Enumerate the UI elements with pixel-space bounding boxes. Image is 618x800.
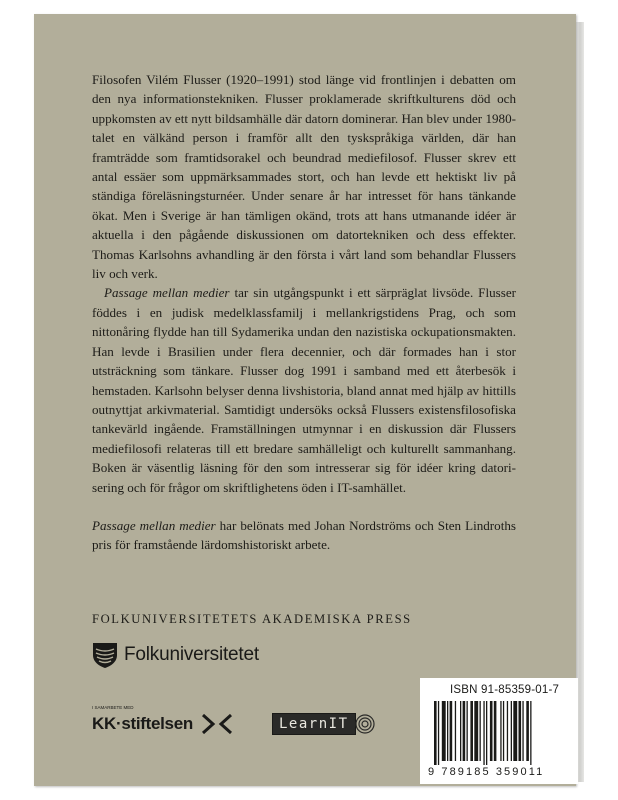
publisher-name: FOLKUNIVERSITETETS AKADEMISKA PRESS bbox=[92, 612, 412, 626]
barcode-bar bbox=[442, 701, 446, 761]
barcode-panel bbox=[420, 678, 578, 784]
book-title-italic: Passage mellan medier bbox=[92, 517, 216, 533]
barcode-bar bbox=[463, 701, 466, 761]
barcode-digits: 9 789185 359011 bbox=[428, 766, 545, 778]
barcode-bar bbox=[438, 701, 439, 765]
barcode-bar bbox=[486, 701, 487, 765]
barcode-bar bbox=[470, 701, 473, 761]
barcode-bar bbox=[522, 701, 523, 761]
barcode-bar bbox=[474, 701, 478, 761]
barcode-bar bbox=[494, 701, 497, 761]
barcode-bar bbox=[519, 701, 522, 761]
barcode-bar bbox=[450, 701, 453, 761]
blurb-paragraph-2 bbox=[92, 283, 516, 496]
barcode-bar bbox=[447, 701, 448, 761]
book-title-italic: Passage mellan medier bbox=[104, 285, 230, 301]
learnit-wordmark: LearnIT bbox=[272, 713, 356, 735]
blurb bbox=[92, 70, 516, 555]
barcode-bar bbox=[483, 701, 484, 765]
blurb-paragraph-3-text: har belönats med Johan Nordströms och Sten Lindroths pris för framstående lärdomshistoriskt arbete. bbox=[92, 517, 516, 553]
folkuniversitetet-wordmark: Folkuniversitetet bbox=[124, 644, 259, 665]
barcode-bar bbox=[490, 701, 493, 761]
blurb-paragraph-2-text: tar sin utgångspunkt i ett särpräglat livsöde. Flusser föddes i en judisk medelklassfamilj i mellankrigstidens Prag, och som nittonåring flydde han till Sydamerika undan den nazistiska ockupationsmakten. Han levde i Brasilien under flera decennier, och där formades han i stor utsträckning som tänkare. Flusser dog 1991 i samband med ett återbesök i hemstaden. Karlsohn belyser denna livshistoria, bland annat med hjälp av hittills outnyttjat arkivmaterial. Samtidigt undersöks också Flussers existensfilosofiska tankevärld ingående. Framställningen utmynnar i en diskussion där Flussers mediefilosofi relateras till ett bredare samhälleligt och kulturellt sammanhang. Boken är väsentlig läsning för den som intresserar sig för idéer kring datorisering och för frågor om skriftlighetens öden i IT-samhället. bbox=[92, 285, 517, 495]
barcode-bar bbox=[434, 701, 437, 765]
shield-icon bbox=[92, 641, 118, 669]
barcode-bar bbox=[526, 701, 529, 761]
barcode-bar bbox=[500, 701, 501, 761]
barcode-bar bbox=[507, 701, 508, 761]
blurb-paragraph-3 bbox=[92, 516, 516, 555]
isbn-label: ISBN 91-85359-01-7 bbox=[450, 684, 560, 696]
fingerprint-icon bbox=[354, 713, 376, 735]
barcode-bar bbox=[530, 701, 531, 765]
barcode-bar bbox=[480, 701, 481, 761]
barcode-bar bbox=[460, 701, 461, 761]
double-chevron-icon bbox=[199, 712, 235, 736]
kk-stiftelsen-wordmark: KK·stiftelsen bbox=[92, 714, 193, 733]
kk-stiftelsen-logo bbox=[92, 711, 235, 737]
barcode-bar bbox=[511, 701, 512, 761]
learnit-logo bbox=[272, 711, 402, 737]
barcode-bar bbox=[513, 701, 517, 761]
barcode-bar bbox=[503, 701, 504, 761]
barcode bbox=[434, 701, 566, 765]
kk-caption: I SAMARBETE MED bbox=[92, 705, 134, 710]
blurb-paragraph-1: Filosofen Vilém Flusser (1920–1991) stod länge vid frontlinjen i debatten om den nya informationstekniken. Flusser proklamerade skriftkulturens död och uppkomsten av ett nytt bildsamhälle där datorn dominerar. Han blev under 1980-talet en välkänd person i framför allt den tyskspråkiga världen, där han framträdde som framtidsorakel och beundrad mediefilosof. Flusser skrev ett antal essäer som uppmärksammades stort, och han levde ett hektiskt liv på ständiga föreläsningsturnéer. Under senare år har intresset för hans tänkande ökat. Men i Sverige är han tämligen okänd, trots att hans utmanande idéer är aktuella i den pågående diskussionen om datortekniken och dess effekter. Thomas Karlsohns avhandling är den första i vårt land som behandlar Flussers liv och verk. bbox=[92, 72, 516, 282]
barcode-bar bbox=[467, 701, 468, 761]
folkuniversitetet-logo bbox=[92, 640, 259, 670]
barcode-bar bbox=[455, 701, 456, 761]
